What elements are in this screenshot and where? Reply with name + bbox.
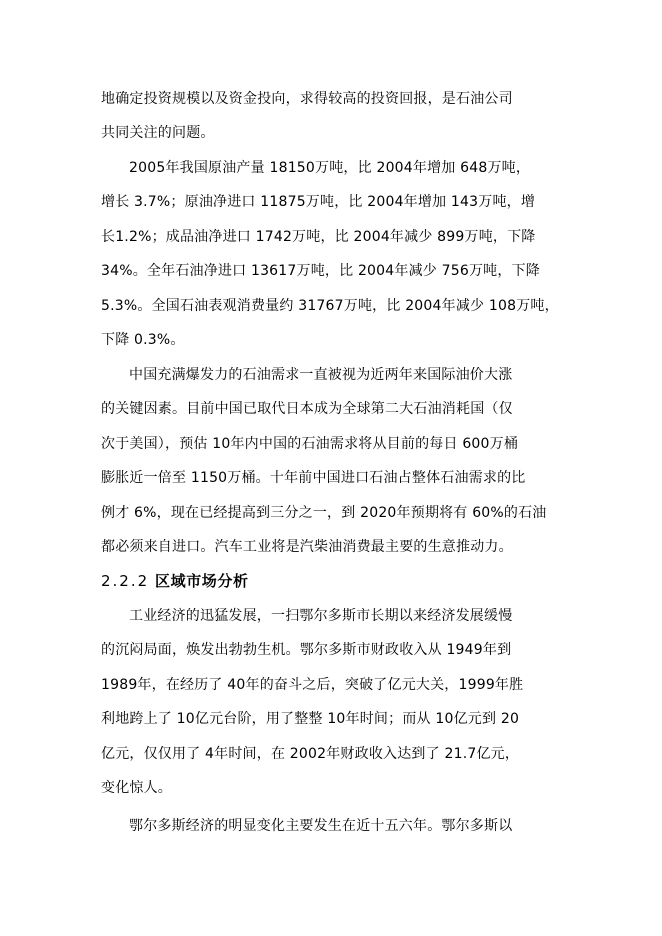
section-heading [101, 569, 249, 593]
text-line: 都必须来自进口。汽车工业将是汽柴油消费最主要的生意推动力。 [101, 539, 513, 555]
text-line: 地确定投资规模以及资金投向，求得较高的投资回报，是石油公司 [101, 91, 513, 107]
text-line: 增长 3.7%；原油净进口 11875万吨，比 2004年增加 143万吨，增 [101, 194, 536, 210]
text-line: 利地跨上了 10亿元台阶，用了整整 10年时间；而从 10亿元到 20 [101, 711, 520, 727]
text-line: 鄂尔多斯经济的明显变化主要发生在近十五六年。鄂尔多斯以 [129, 818, 513, 834]
text-line: 中国充满爆发力的石油需求一直被视为近两年来国际油价大涨 [129, 367, 513, 383]
text-line: 亿元，仅仅用了 4年时间，在 2002年财政收入达到了 21.7亿元， [101, 746, 520, 762]
section-number: 2.2.2 [101, 572, 150, 590]
text-line: 的沉闷局面，焕发出勃勃生机。鄂尔多斯市财政收入从 1949年到 [101, 642, 512, 658]
text-line: 下降 0.3%。 [101, 332, 185, 348]
text-line: 次于美国），预估 10年内中国的石油需求将从目前的每日 600万桶 [101, 436, 519, 452]
text-line: 工业经济的迅猛发展，一扫鄂尔多斯市长期以来经济发展缓慢 [129, 608, 513, 624]
section-title: 区域市场分析 [155, 572, 249, 590]
text-line: 长1.2%；成品油净进口 1742万吨，比 2004年减少 899万吨，下降 [101, 229, 536, 245]
text-line: 1989年，在经历了 40年的奋斗之后，突破了亿元大关，1999年胜 [101, 677, 524, 693]
text-line: 34%。全年石油净进口 13617万吨，比 2004年减少 756万吨，下降 [101, 263, 540, 279]
text-line: 例才 6%，现在已经提高到三分之一，到 2020年预期将有 60%的石油 [101, 505, 547, 521]
text-line: 5.3%。全国石油表观消费量约 31767万吨，比 2004年减少 108万吨， [101, 298, 559, 314]
text-line: 2005年我国原油产量 18150万吨，比 2004年增加 648万吨， [129, 160, 531, 176]
text-line: 膨胀近一倍至 1150万桶。十年前中国进口石油占整体石油需求的比 [101, 470, 526, 486]
text-line: 变化惊人。 [101, 780, 172, 796]
text-line: 共同关注的问题。 [101, 125, 215, 141]
text-line: 的关键因素。目前中国已取代日本成为全球第二大石油消耗国（仅 [101, 401, 513, 417]
